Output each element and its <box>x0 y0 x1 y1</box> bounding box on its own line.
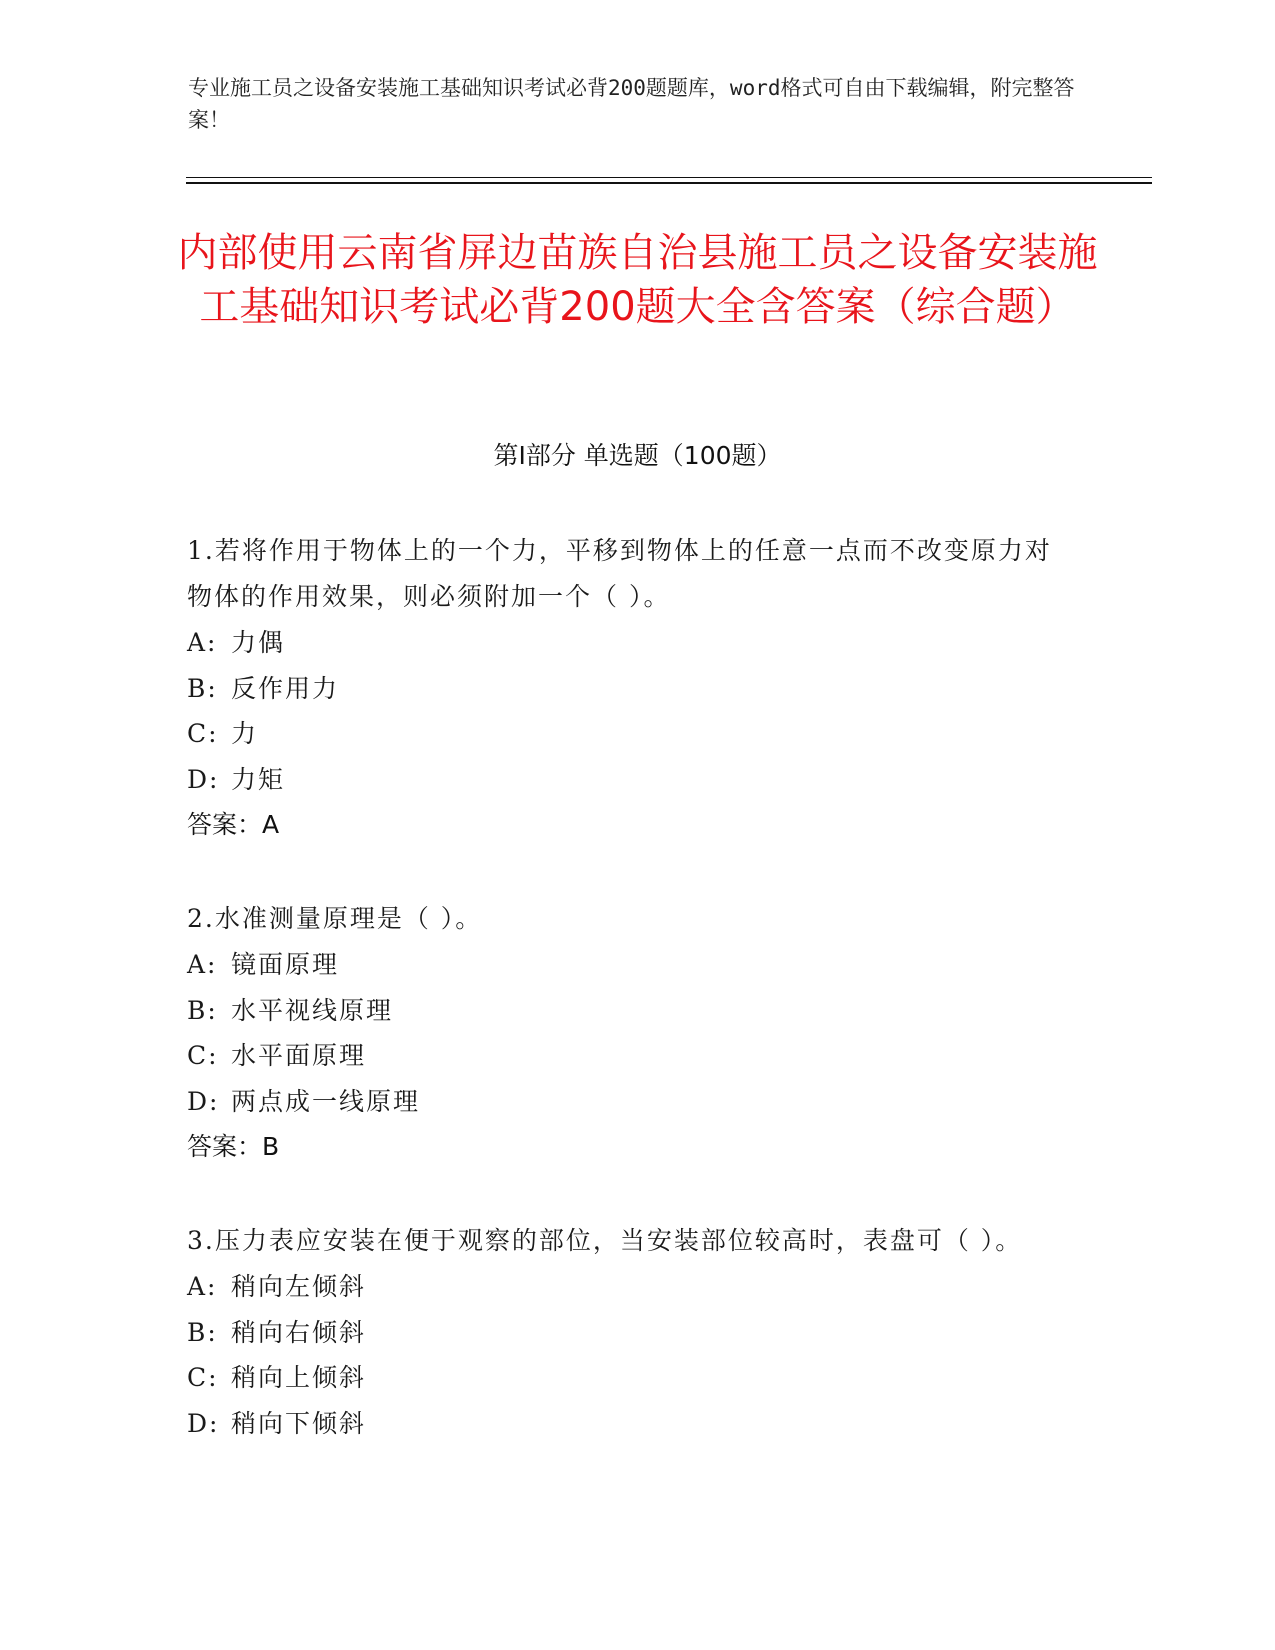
option-key: B: <box>187 995 218 1025</box>
option-b <box>187 666 1067 712</box>
option-text: 稍向上倾斜 <box>231 1363 367 1392</box>
option-text: 镜面原理 <box>231 950 340 979</box>
option-text: 力矩 <box>231 764 286 794</box>
option-text: 两点成一线原理 <box>231 1086 421 1116</box>
header-divider-thick <box>186 182 1152 184</box>
option-key: A: <box>187 628 218 657</box>
option-key: A: <box>187 1272 218 1301</box>
option-a <box>187 1264 1067 1310</box>
option-key: D: <box>187 1086 220 1116</box>
document-title: 内部使用云南省屏边苗族自治县施工员之设备安装施工基础知识考试必背200题大全含答案（综合题） <box>177 230 1098 330</box>
option-key: B: <box>187 673 218 703</box>
option-a <box>187 942 1067 988</box>
option-text: 反作用力 <box>231 673 340 703</box>
option-text: 稍向下倾斜 <box>231 1408 367 1438</box>
option-d <box>187 757 1067 803</box>
question-stem: 3.压力表应安装在便于观察的部位，当安装部位较高时，表盘可（ ）。 <box>187 1226 1023 1255</box>
option-c <box>187 711 1067 757</box>
header-divider-thin <box>186 177 1152 178</box>
option-d <box>187 1079 1067 1125</box>
option-key: D: <box>187 1408 220 1438</box>
question-3 <box>187 1218 1067 1446</box>
option-a <box>187 620 1067 666</box>
option-key: C: <box>187 1041 219 1070</box>
option-c <box>187 1355 1067 1401</box>
option-c <box>187 1033 1067 1079</box>
option-d <box>187 1401 1067 1447</box>
option-text: 水平面原理 <box>231 1041 367 1070</box>
header-note: 专业施工员之设备安装施工基础知识考试必背200题题库，word格式可自由下载编辑，附完整答案！ <box>188 76 1075 132</box>
option-key: B: <box>187 1317 218 1347</box>
section-heading: 第Ⅰ部分 单选题（100题） <box>493 441 782 470</box>
option-text: 水平视线原理 <box>231 995 394 1025</box>
option-text: 稍向右倾斜 <box>231 1317 367 1347</box>
answer-line: 答案：B <box>187 1132 280 1161</box>
option-b <box>187 1310 1067 1356</box>
question-stem: 2.水准测量原理是（ ）。 <box>187 904 483 933</box>
option-text: 力偶 <box>231 628 286 657</box>
question-2 <box>187 896 1067 1170</box>
question-stem: 1.若将作用于物体上的一个力，平移到物体上的任意一点而不改变原力对物体的作用效果，则必须附加一个（ ）。 <box>187 536 1052 611</box>
option-key: C: <box>187 1363 219 1392</box>
question-1 <box>187 528 1067 848</box>
option-b <box>187 988 1067 1034</box>
option-key: A: <box>187 950 218 979</box>
option-key: C: <box>187 719 219 748</box>
answer-line: 答案：A <box>187 810 280 839</box>
option-key: D: <box>187 764 220 794</box>
question-list <box>187 528 1067 1494</box>
option-text: 力 <box>231 719 259 748</box>
option-text: 稍向左倾斜 <box>231 1272 367 1301</box>
